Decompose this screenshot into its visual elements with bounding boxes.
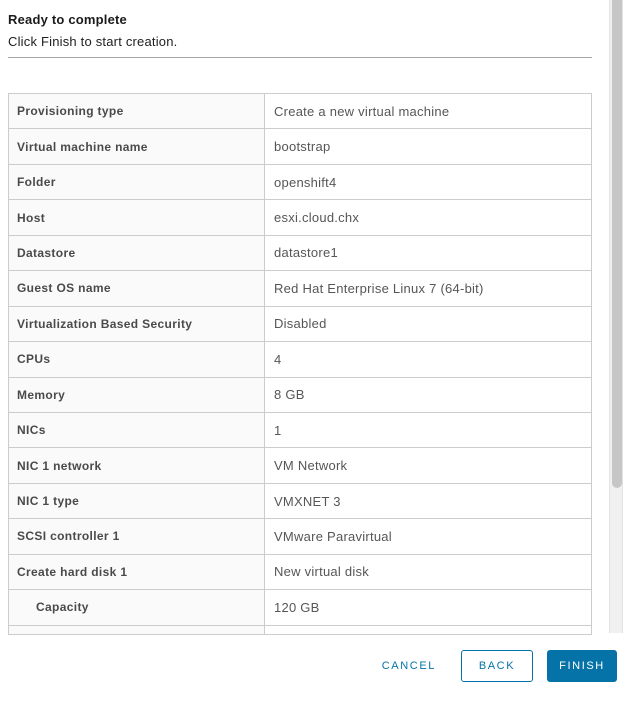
table-row-partial — [9, 626, 591, 635]
row-label: Memory — [9, 378, 265, 412]
row-value: Red Hat Enterprise Linux 7 (64-bit) — [274, 280, 484, 296]
table-row — [9, 519, 591, 554]
row-label: Host — [9, 200, 265, 234]
back-button[interactable]: BACK — [461, 650, 533, 682]
page-title: Ready to complete — [8, 12, 127, 27]
row-value: VMXNET 3 — [274, 493, 341, 509]
row-value: 1 — [274, 422, 282, 438]
row-label: Provisioning type — [9, 94, 265, 128]
row-value: openshift4 — [274, 174, 337, 190]
row-value — [265, 626, 591, 635]
row-label: NICs — [9, 413, 265, 447]
table-row — [9, 236, 591, 271]
header-divider — [8, 57, 592, 58]
table-row — [9, 129, 591, 164]
summary-rows — [9, 94, 591, 635]
scrollbar-thumb[interactable] — [612, 0, 622, 488]
page-subtitle: Click Finish to start creation. — [8, 34, 178, 49]
row-label: Virtualization Based Security — [9, 307, 265, 341]
table-row — [9, 165, 591, 200]
table-row — [9, 307, 591, 342]
row-label: Create hard disk 1 — [9, 555, 265, 589]
row-label: Datastore — [9, 236, 265, 270]
row-value: Create a new virtual machine — [274, 103, 450, 119]
table-row — [9, 590, 591, 625]
vertical-scrollbar[interactable] — [609, 0, 623, 633]
row-value: VMware Paravirtual — [274, 528, 392, 544]
summary-table — [8, 93, 592, 635]
table-row — [9, 94, 591, 129]
row-label: Folder — [9, 165, 265, 199]
table-row — [9, 448, 591, 483]
row-value: New virtual disk — [274, 564, 370, 580]
row-value: datastore1 — [274, 245, 338, 261]
cancel-button[interactable]: CANCEL — [370, 650, 448, 682]
table-row — [9, 200, 591, 235]
table-row — [9, 413, 591, 448]
row-label: CPUs — [9, 342, 265, 376]
table-row — [9, 484, 591, 519]
row-value: Disabled — [274, 316, 327, 332]
row-value: esxi.cloud.chx — [274, 210, 360, 226]
row-value: bootstrap — [274, 139, 331, 155]
row-value: 120 GB — [274, 599, 320, 615]
table-row — [9, 378, 591, 413]
row-label: Guest OS name — [9, 271, 265, 305]
table-row — [9, 271, 591, 306]
row-label: Capacity — [9, 590, 265, 624]
row-label: Virtual machine name — [9, 129, 265, 163]
row-label — [9, 626, 265, 635]
table-row — [9, 342, 591, 377]
finish-button[interactable]: FINISH — [547, 650, 617, 682]
row-value: 4 — [274, 351, 282, 367]
row-value: VM Network — [274, 458, 348, 474]
row-label: NIC 1 network — [9, 448, 265, 482]
row-value: 8 GB — [274, 387, 305, 403]
table-row — [9, 555, 591, 590]
row-label: SCSI controller 1 — [9, 519, 265, 553]
row-label: NIC 1 type — [9, 484, 265, 518]
wizard-footer — [370, 650, 617, 682]
